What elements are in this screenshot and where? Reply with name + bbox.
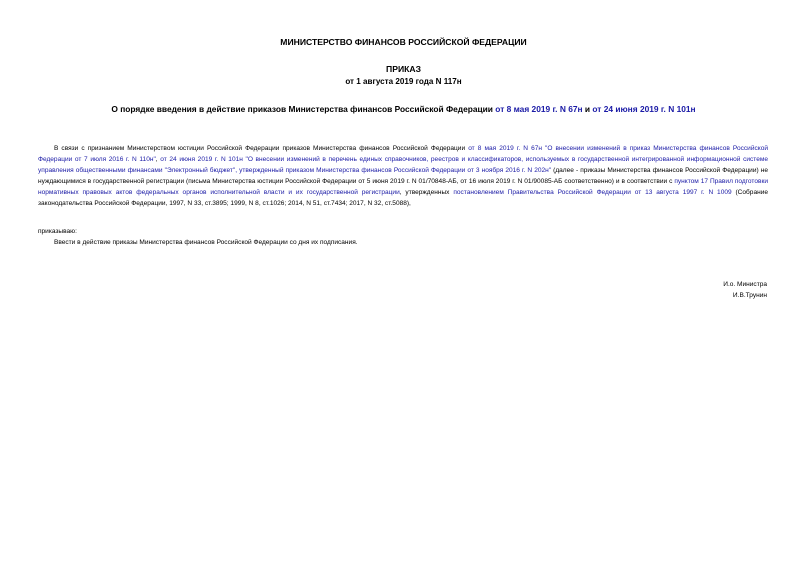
document-type: ПРИКАЗ <box>386 64 421 74</box>
order-word: приказываю: <box>38 228 77 235</box>
link-order-67n[interactable]: от 8 мая 2019 г. N 67н "О внесении изменений в приказ Министерства финансов Российской Федерации от 7 июля 2016 г. N 110н" <box>38 145 768 163</box>
document-subject <box>0 104 807 114</box>
signature-name: И.В.Трунин <box>732 292 767 299</box>
preamble-paragraph <box>38 143 768 209</box>
document-date-number: от 1 августа 2019 года N 117н <box>345 77 462 86</box>
link-order-101n[interactable]: от 24 июня 2019 г. N 101н "О внесении изменений в перечень единых справочников, реестров и классификаторов, используемых в государственной интегрированной информационной системе управления общественными финансами "Электронный бюджет", утвержденный приказом Министерства финансов Российской Федерации от 3 ноября 2016 г. N 202н" <box>38 156 769 174</box>
preamble-text-d: , утвержденных <box>399 189 454 196</box>
link-rules-point-17[interactable]: пунктом 17 Правил подготовки нормативных правовых актов федеральных органов исполнительной власти и их государственной регистрации <box>38 178 768 196</box>
order-text: Ввести в действие приказы Министерства финансов Российской Федерации со дня их подписания. <box>54 239 358 246</box>
subject-conjunction: и <box>582 104 593 114</box>
link-government-decree-1009[interactable]: постановлением Правительства Российской Федерации от 13 августа 1997 г. N 1009 <box>453 189 732 196</box>
subject-link-order-67n[interactable]: от 8 мая 2019 г. N 67н <box>495 104 583 114</box>
signature-position: И.о. Министра <box>723 281 767 288</box>
subject-prefix: О порядке введения в действие приказов Министерства финансов Российской Федерации <box>111 104 496 114</box>
subject-link-order-101n[interactable]: от 24 июня 2019 г. N 101н <box>592 104 696 114</box>
preamble-text-a: В связи с признанием Министерством юстиции Российской Федерации приказов Министерства финансов Российской Федерации <box>54 145 469 152</box>
preamble-text-e: (Собрание законодательства Российской Федерации, 1997, N 33, ст.3895; 1999, N 8, ст.1026; 2014, N 51, ст.7434; 2017, N 32, ст.5088), <box>38 189 769 207</box>
preamble-text-b: , <box>155 156 161 163</box>
ministry-title: МИНИСТЕРСТВО ФИНАНСОВ РОССИЙСКОЙ ФЕДЕРАЦИИ <box>280 37 527 47</box>
preamble-text-c: (далее - приказы Министерства финансов Российской Федерации) не нуждающимися в государственной регистрации (письма Министерства юстиции Российской Федерации от 5 июня 2019 г. N 01/70848-АБ, от 16 июля 2019 г. N 01/90085-АБ соответственно) и в соответствии с <box>38 167 769 185</box>
